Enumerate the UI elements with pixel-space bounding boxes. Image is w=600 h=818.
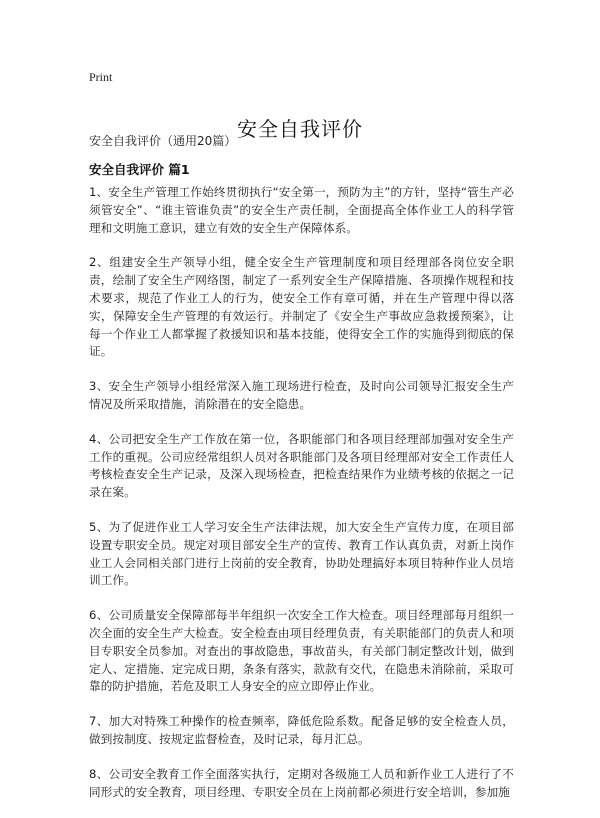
section-heading: 安全自我评价 篇1 (89, 162, 190, 177)
paragraph-4: 4、公司把安全生产工作放在第一位，各职能部门和各项目经理部加强对安全生产工作的重视。公司应经常组织人员对各职能部门及各项目经理部对安全工作责任人考核检查安全生产记录，及深入现场检查，把检查结果作为业绩考核的依据之一记录在案。 (89, 431, 514, 500)
document-subtitle: 安全自我评价（通用20篇） (89, 134, 237, 148)
paragraph-5: 5、为了促进作业工人学习安全生产法律法规，加大安全生产宣传力度，在项目部设置专职安全员。规定对项目部安全生产的宣传、教育工作认真负责，对新上岗作业工人会同相关部门进行上岗前的安全教育，协助处理搞好本项目特种作业人员培训工作。 (89, 519, 514, 588)
print-label: Print (89, 70, 113, 84)
paragraph-2: 2、组建安全生产领导小组，健全安全生产管理制度和项目经理部各岗位安全职责，绘制了安全生产网络图，制定了一系列安全生产保障措施、各项操作规程和技术要求，规范了作业工人的行为，使安全工作有章可循，并在生产管理中得以落实，保障安全生产管理的有效运行。并制定了《安全生产事故应急救援预案》，让每一个作业工人都掌握了救援知识和基本技能，使得安全工作的实施得到彻底的保证。 (89, 255, 514, 359)
paragraph-7: 7、加大对特殊工种操作的检查频率，降低危险系数。配备足够的安全检查人员，做到按制度、按规定监督检查，及时记录，每月汇总。 (89, 714, 514, 746)
paragraph-1: 1、安全生产管理工作始终贯彻执行“安全第一，预防为主”的方针，坚持“管生产必须管安全”、“谁主管谁负责”的安全生产责任制，全面提高全体作业工人的科学管理和文明施工意识，建立有效的安全生产保障体系。 (89, 185, 514, 235)
paragraph-3: 3、安全生产领导小组经常深入施工现场进行检查，及时向公司领导汇报安全生产情况及所采取措施，消除潜在的安全隐患。 (89, 379, 514, 411)
page-title: 安全自我评价 (237, 117, 363, 142)
paragraph-6: 6、公司质量安全保障部每半年组织一次安全工作大检查。项目经理部每月组织一次全面的安全生产大检查。安全检查由项目经理负责，有关职能部门的负责人和项目专职安全员参加。对查出的事故隐患，事故苗头，有关部门制定整改计划，做到定人、定措施、定完成日期，条条有落实，款款有交代，在隐患未消除前，采取可靠的防护措施，若危及职工人身安全的应立即停止作业。 (89, 608, 514, 694)
paragraph-8: 8、公司安全教育工作全面落实执行，定期对各级施工人员和新作业工人进行了不同形式的安全教育，项目经理、专职安全员在上岗前都必须进行安全培训，参加施 (89, 766, 514, 799)
document-body (89, 184, 514, 818)
